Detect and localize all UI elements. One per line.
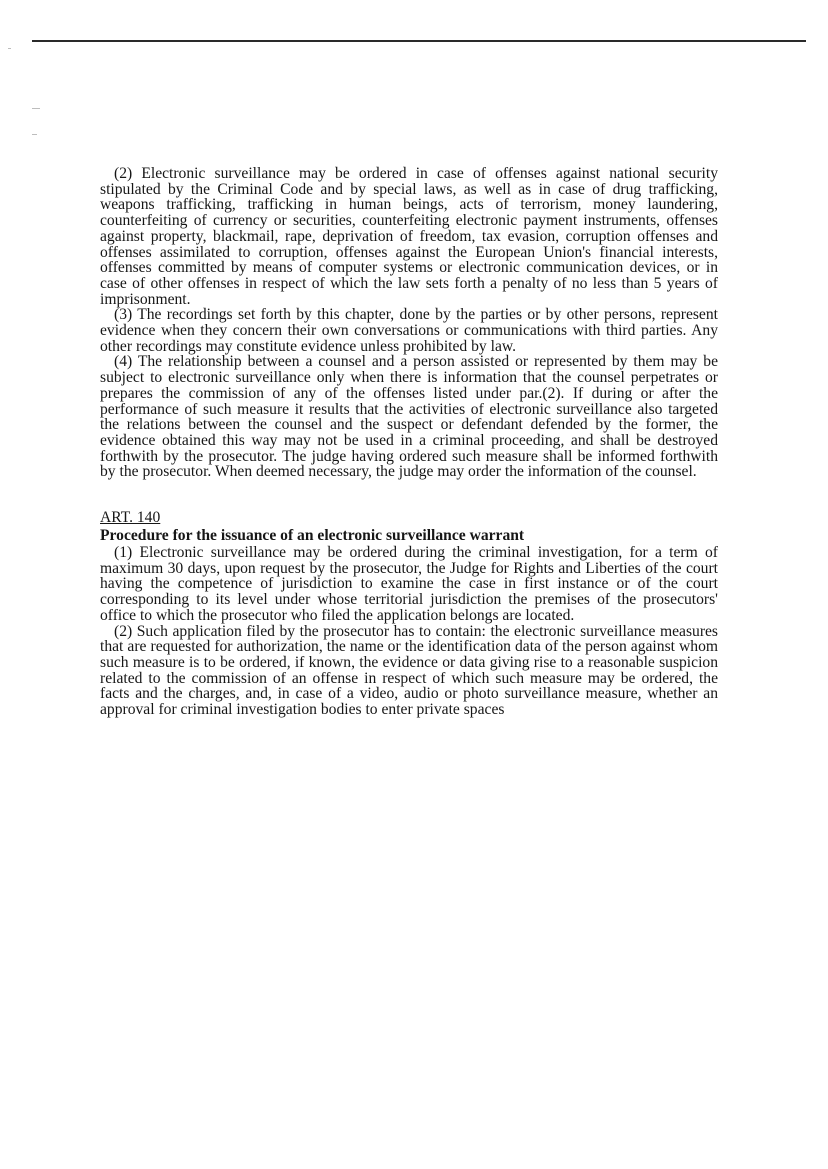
article-heading: ART. 140 — [100, 509, 161, 527]
header-rule — [32, 40, 806, 42]
paragraph-139-3: (3) The recordings set forth by this chapter, done by the parties or by other persons, represent evidence when they concern their own conversations or communications with third parties. Any other recordings may constitute evidence unless prohibited by law. — [100, 306, 718, 355]
scan-artifact — [32, 134, 37, 135]
scan-artifact — [32, 108, 40, 109]
paragraph-139-2: (2) Electronic surveillance may be ordered in case of offenses against national security stipulated by the Criminal Code and by special laws, as well as in case of drug trafficking, weapons trafficking, trafficking in human beings, acts of terrorism, money laundering, counterfeiting of currency or securities, counterfeiting electronic payment instruments, offenses against property, blackmail, rape, deprivation of freedom, tax evasion, corruption offenses and offenses assimilated to corruption, offenses against the European Union's financial interests, offenses committed by means of computer systems or electronic communication devices, or in case of other offenses in respect of which the law sets forth a penalty of no less than 5 years of imprisonment. — [100, 165, 718, 308]
paragraph-139-4: (4) The relationship between a counsel and a person assisted or represented by them may be subject to electronic surveillance only when there is information that the counsel perpetrates or prepares the commission of any of the offenses listed under par.(2). If during or after the performance of such measure it results that the activities of electronic surveillance also targeted the relations between the counsel and the suspect or defendant defended by the former, the evidence obtained this way may not be used in a criminal proceeding, and shall be destroyed forthwith by the prosecutor. The judge having ordered such measure shall be informed forthwith by the prosecutor. When deemed necessary, the judge may order the information of the counsel. — [100, 353, 718, 481]
document-body — [100, 166, 718, 718]
section-gap — [100, 480, 718, 508]
scan-artifact — [8, 48, 11, 49]
paragraph-140-2: (2) Such application filed by the prosecutor has to contain: the electronic surveillance measures that are requested for authorization, the name or the identification data of the person against whom such measure is to be ordered, if known, the evidence or data giving rise to a reasonable suspicion related to the commission of an offense in respect of which such measure may be ordered, the facts and the charges, and, in case of a video, audio or photo surveillance measure, whether an approval for criminal investigation bodies to enter private spaces — [100, 622, 718, 719]
paragraph-140-1: (1) Electronic surveillance may be ordered during the criminal investigation, for a term of maximum 30 days, upon request by the prosecutor, the Judge for Rights and Liberties of the court having the competence of jurisdiction to examine the case in first instance or of the court corresponding to its level under whose territorial jurisdiction the premises of the prosecutors' office to which the prosecutor who filed the application belongs are located. — [100, 544, 718, 624]
article-title: Procedure for the issuance of an electronic surveillance warrant — [100, 527, 525, 545]
